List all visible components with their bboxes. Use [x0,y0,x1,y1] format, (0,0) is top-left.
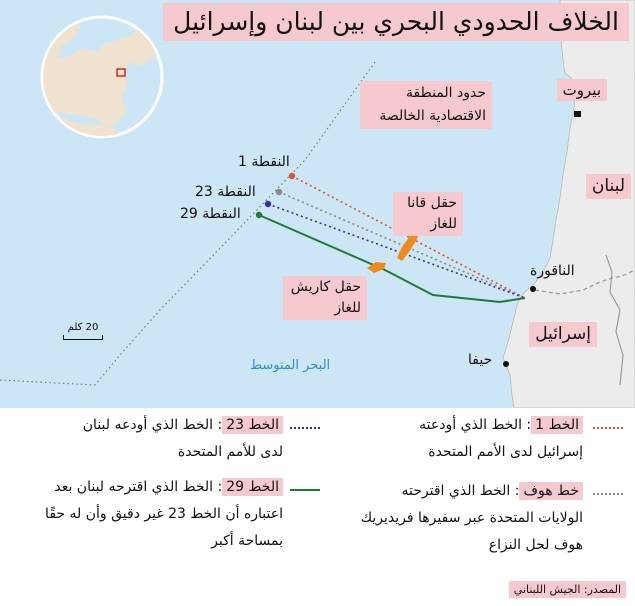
source-note: المصدر: الجيش اللبناني [509,581,626,598]
haifa-marker [503,361,509,367]
scale-bar-graphic [63,335,103,340]
scale-bar [63,322,103,344]
legend-hof-key: خط هوف [519,482,583,500]
karish-label: حقل كاريش للغاز [283,276,367,320]
point-hof-marker [276,189,282,195]
legend-line-29-text: : الخط الذي اقترحه لبنان بعد اعتباره أن الخط 23 غير دقيق وأن له حقًا بمساحة أكبر [45,479,283,549]
legend-line-29 [43,474,283,555]
point-1-label: النقطة 1 [238,154,290,170]
naqoura-label: الناقورة [530,263,575,279]
legend-line-23-text: : الخط الذي أودعه لبنان لدى للأمم المتحدة [82,417,283,460]
point-29-marker [256,212,262,218]
point-29-label: النقطة 29 [180,206,241,222]
israel-label: إسرائيل [529,322,597,347]
legend-line-29-swatch [290,489,320,491]
point-23-marker [265,201,271,207]
legend-line-1-text: : الخط الذي أودعته إسرائيل لدى الأمم المتحدة [419,417,583,460]
beirut-marker [574,111,581,117]
legend-line-29-key: الخط 29 [222,478,283,496]
legend-hof [358,478,583,559]
legend-line-23 [78,412,283,466]
qana-label: حقل قانا للغاز [393,192,463,236]
scale-label: 20 كلم [67,322,99,333]
eez-label: حدود المنطقة الاقتصادية الخالصة [360,81,492,129]
legend-line-23-key: الخط 23 [222,416,283,434]
naqoura-marker [530,286,536,292]
legend-line-23-swatch [290,427,320,429]
legend-hof-swatch [593,493,623,495]
page-title: الخلاف الحدودي البحري بين لبنان وإسرائيل [163,3,629,41]
legend-line-1-swatch [593,427,623,429]
point-1-marker [289,173,295,179]
legend-line-1 [373,412,583,466]
legend-line-1-key: الخط 1 [531,416,583,434]
beirut-label: بيروت [557,79,607,101]
sea-label: البحر المتوسط [250,358,331,373]
haifa-label: حيفا [468,352,493,368]
lebanon-label: لبنان [586,174,631,199]
legend-hof-text: : الخط الذي اقترحته الولايات المتحدة عبر سفيرها فريديريك هوف لحل النزاع [360,483,583,553]
point-23-label: النقطة 23 [195,184,256,200]
